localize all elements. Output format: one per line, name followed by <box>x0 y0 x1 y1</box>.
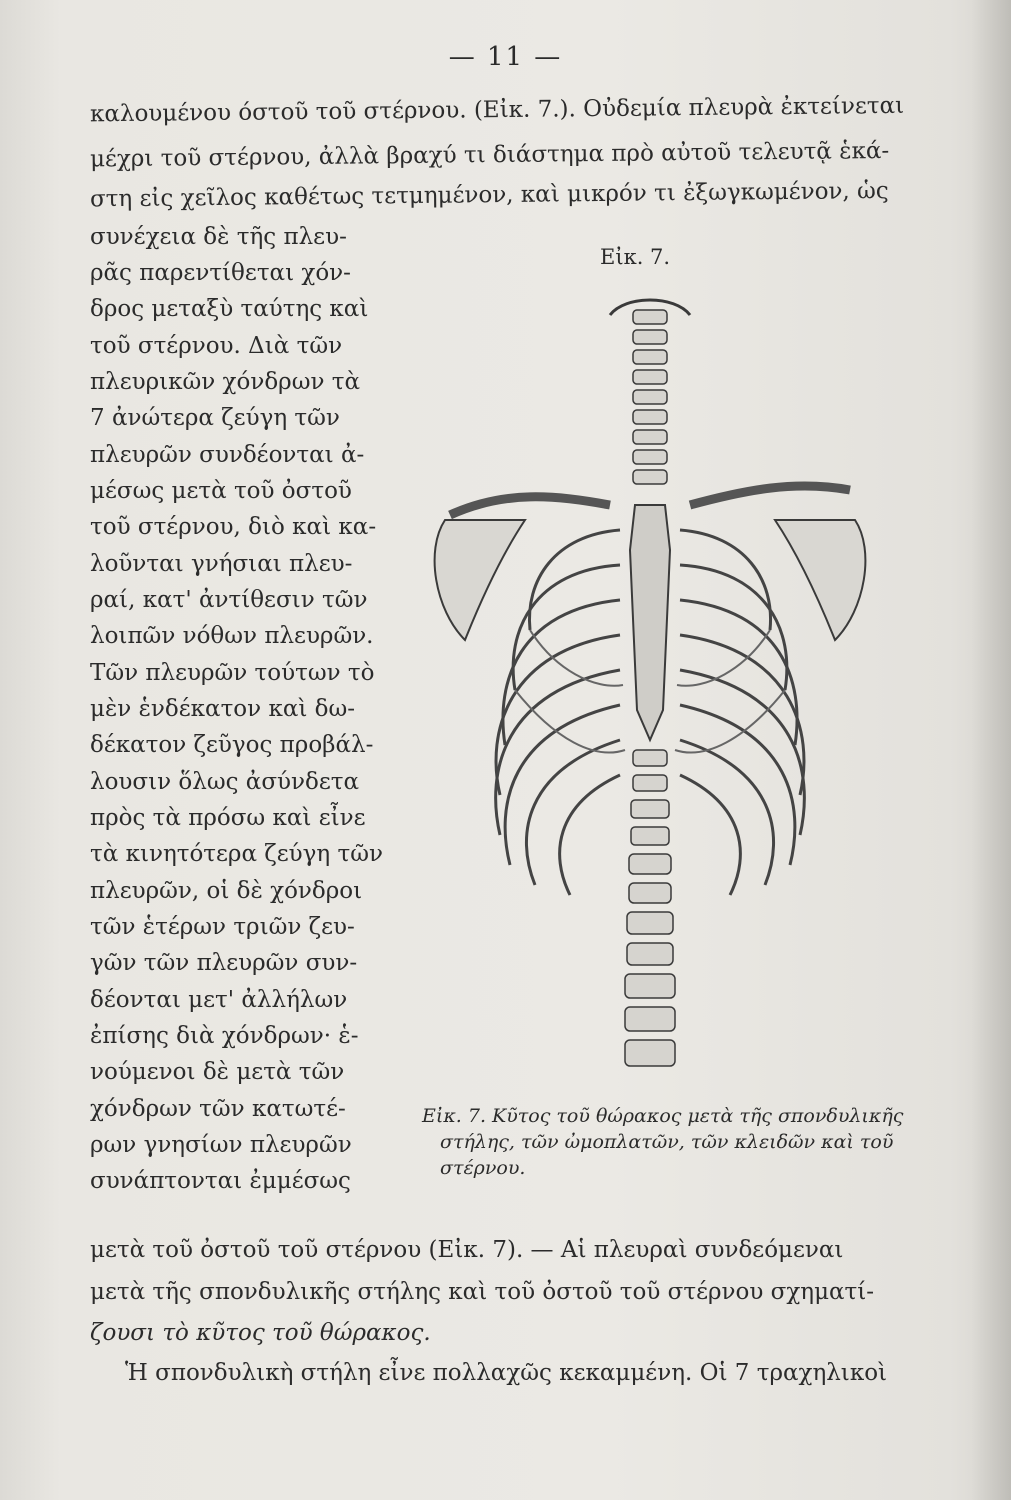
column-line: τοῦ στέρνου. Διὰ τῶν <box>90 333 343 359</box>
text-line: στη εἰς χεῖλος καθέτως τετμημένον, καὶ μικρόν τι ἐξωγκωμένον, ὡς <box>89 177 889 213</box>
sternum <box>630 505 670 740</box>
text-line: μετὰ τοῦ ὀστοῦ τοῦ στέρνου (Εἰκ. 7). — Αἱ πλευραὶ συνδεόμεναι <box>90 1237 844 1263</box>
column-line: πλευρῶν συνδέονται ἀ- <box>90 442 365 468</box>
column-line: δέονται μετ' ἀλλήλων <box>90 987 348 1013</box>
column-line: νούμενοι δὲ μετὰ τῶν <box>90 1059 345 1085</box>
column-line: ρᾶς παρεντίθεται χόν- <box>90 260 351 286</box>
column-line: δρος μεταξὺ ταύτης καὶ <box>90 296 369 322</box>
column-line: συνέχεια δὲ τῆς πλευ- <box>90 224 347 250</box>
column-line: δέκατον ζεῦγος προβάλ- <box>90 732 374 758</box>
figure-caption-line: Εἰκ. 7. Κῦτος τοῦ θώρακος μετὰ τῆς σπονδυλικῆς <box>422 1105 904 1127</box>
thorax-illustration <box>405 290 895 1090</box>
column-line: ραί, κατ' ἀντίθεσιν τῶν <box>90 587 368 613</box>
column-line: ρων γνησίων πλευρῶν <box>90 1132 352 1158</box>
page-number: — 11 — <box>448 42 563 72</box>
column-line: πλευρικῶν χόνδρων τὰ <box>90 369 360 395</box>
column-line: γῶν τῶν πλευρῶν συν- <box>90 950 358 976</box>
text-line: καλουμένου όστοῦ τοῦ στέρνου. (Εἰκ. 7.). Οὐδεμία πλευρὰ ἐκτείνεται <box>89 92 905 128</box>
text-line: Ἡ σπονδυλικὴ στήλη εἶνε πολλαχῶς κεκαμμένη. Οἱ 7 τραχηλικοὶ <box>125 1360 888 1386</box>
figure-caption-line: στήλης, τῶν ὠμοπλατῶν, τῶν κλειδῶν καὶ τοῦ <box>440 1131 894 1153</box>
column-line: λοῦνται γνήσιαι πλευ- <box>90 551 353 577</box>
figure-caption-line: στέρνου. <box>440 1157 526 1179</box>
column-line: χόνδρων τῶν κατωτέ- <box>90 1096 346 1122</box>
page-edge-shadow <box>971 0 1011 1500</box>
column-line: μέσως μετὰ τοῦ ὀστοῦ <box>90 478 352 504</box>
column-line: λοιπῶν νόθων πλευρῶν. <box>90 623 374 649</box>
column-line: ἐπίσης διὰ χόνδρων· ἑ- <box>90 1023 359 1049</box>
column-line: τοῦ στέρνου, διὸ καὶ κα- <box>90 514 377 540</box>
text-line: μετὰ τῆς σπονδυλικῆς στήλης καὶ τοῦ ὀστοῦ τοῦ στέρνου σχηματί- <box>90 1279 875 1305</box>
column-line: 7 ἀνώτερα ζεύγη τῶν <box>90 405 340 431</box>
column-line: συνάπτονται ἐμμέσως <box>90 1168 351 1194</box>
column-line: πρὸς τὰ πρόσω καὶ εἶνε <box>90 805 366 831</box>
text-line: ζουσι τὸ κῦτος τοῦ θώρακος. <box>90 1320 431 1346</box>
column-line: πλευρῶν, οἱ δὲ χόνδροι <box>90 878 363 904</box>
column-line: Τῶν πλευρῶν τούτων τὸ <box>90 660 375 686</box>
text-line: μέχρι τοῦ στέρνου, ἀλλὰ βραχύ τι διάστημα πρὸ αὐτοῦ τελευτᾷ ἑκά- <box>89 137 890 173</box>
column-line: τὰ κινητότερα ζεύγη τῶν <box>90 841 383 867</box>
column-line: τῶν ἑτέρων τριῶν ζευ- <box>90 914 355 940</box>
column-line: μὲν ἑνδέκατον καὶ δω- <box>90 696 356 722</box>
figure-label: Εἰκ. 7. <box>600 245 671 269</box>
column-line: λουσιν ὅλως ἀσύνδετα <box>90 769 360 795</box>
